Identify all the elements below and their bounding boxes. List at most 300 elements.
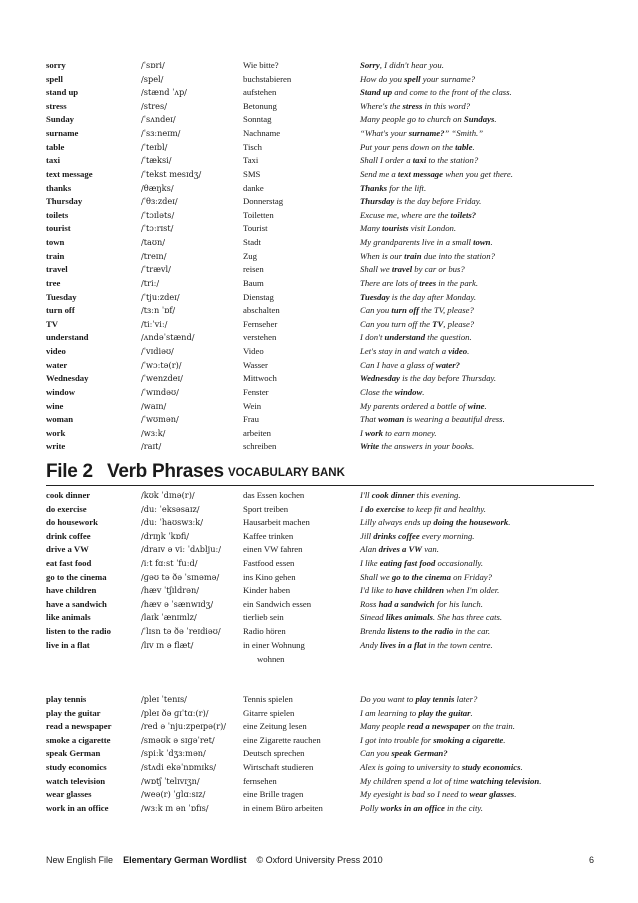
wordlist-row [46, 250, 596, 264]
highlighted-phrase: window [394, 386, 423, 397]
wordlist-row [46, 195, 596, 209]
wordlist-row [46, 386, 596, 400]
example-sentence [360, 761, 523, 775]
german-translation: Dienstag [243, 291, 274, 302]
sentence-text: Alan [360, 544, 379, 555]
wordlist-row [46, 236, 596, 250]
sentence-text: Sinead [360, 612, 386, 623]
example-sentence [360, 788, 516, 802]
example-sentence [360, 182, 426, 196]
sentence-text: Can you turn off the [360, 318, 433, 329]
wordlist-row [46, 182, 596, 196]
example-sentence [360, 113, 497, 127]
example-sentence [360, 250, 495, 264]
highlighted-phrase: doing the housework [433, 517, 509, 528]
sentence-text: My parents ordered a bottle of [360, 400, 468, 411]
example-sentence [360, 304, 474, 318]
highlighted-phrase: text message [397, 168, 444, 179]
example-sentence [360, 530, 474, 544]
sentence-text: on Friday? [450, 571, 493, 582]
wordlist-row [46, 693, 596, 707]
phonetic: /ˈwɪndəʊ/ [141, 386, 179, 397]
highlighted-phrase: smoking a cigarette [433, 734, 504, 745]
sentence-text: . [472, 141, 475, 152]
example-sentence [360, 557, 483, 571]
sentence-text: Polly [360, 802, 381, 813]
wordlist-row [46, 277, 596, 291]
phonetic: /ˈvɪdiəʊ/ [141, 346, 174, 357]
example-sentence [360, 154, 478, 168]
german-translation: Fenster [243, 386, 269, 397]
german-translation: fernsehen [243, 775, 277, 786]
german-translation: Donnerstag [243, 196, 284, 207]
german-translation: Mittwoch [243, 373, 277, 384]
wordlist-row [46, 73, 596, 87]
sentence-text: Can you [360, 748, 392, 759]
sentence-text: . [520, 762, 523, 772]
sentence-text: later? [454, 694, 478, 704]
sentence-text: the answers in your books. [379, 441, 475, 452]
highlighted-phrase: wear glasses [469, 789, 515, 800]
highlighted-phrase: play the guitar [418, 707, 471, 718]
wordlist-row [46, 127, 596, 141]
sentence-text: is the day after Monday. [389, 291, 476, 302]
example-sentence [360, 747, 448, 761]
footer-book-title: New English File [46, 855, 114, 865]
phonetic: /ˈlɪsn tə ðə ˈreɪdiəʊ/ [141, 626, 221, 636]
wordlist-row [46, 543, 596, 557]
german-translation: Hausarbeit machen [243, 517, 310, 528]
highlighted-phrase: drives a VW [378, 544, 423, 555]
word: cook dinner [46, 490, 91, 500]
example-sentence [360, 427, 437, 441]
phonetic: /wɒtʃ ˈtelɪvɪʒn/ [141, 775, 200, 786]
word: train [46, 250, 65, 261]
highlighted-phrase: TV [432, 318, 444, 329]
highlighted-phrase: turn off [391, 305, 419, 316]
sentence-text: occasionally. [435, 558, 484, 568]
phonetic: /ˈtekst mesɪdʒ/ [141, 168, 202, 179]
highlighted-phrase: video [448, 346, 468, 357]
example-sentence [360, 291, 476, 305]
sentence-text: . [470, 707, 473, 718]
highlighted-phrase: works in an office [380, 802, 445, 813]
word: toilets [46, 209, 69, 220]
sentence-text: My children spend a lot of time [360, 775, 471, 786]
example-sentence [360, 195, 481, 209]
word: taxi [46, 155, 60, 166]
word: Tuesday [46, 291, 77, 302]
example-sentence [360, 209, 476, 223]
german-translation: reisen [243, 264, 264, 275]
word: surname [46, 128, 79, 139]
sentence-text: I'll [360, 490, 372, 500]
word: do exercise [46, 503, 87, 514]
sentence-text: . [503, 734, 506, 745]
sentence-text: Many people [360, 721, 408, 732]
sentence-text: Alex is going to university to [360, 762, 462, 772]
sentence-text: There are lots of [360, 277, 420, 288]
phonetic: /wɜːk ɪn ən ˈɒfɪs/ [141, 802, 209, 813]
german-translation [243, 639, 305, 666]
sentence-text: Can I have a glass of [360, 359, 436, 370]
phonetic: /ˈtjuːzdeɪ/ [141, 291, 180, 302]
word: stress [46, 100, 67, 111]
phonetic: /triː/ [141, 277, 160, 288]
word: go to the cinema [46, 571, 107, 582]
word: Sunday [46, 114, 75, 125]
highlighted-phrase: go to the cinema [391, 571, 451, 582]
example-sentence [360, 222, 456, 236]
sentence-text: in the park. [436, 277, 479, 288]
phonetic: /ʌndəˈstænd/ [141, 332, 195, 343]
phonetic: /treɪn/ [141, 250, 167, 261]
highlighted-phrase: listens to the radio [387, 626, 454, 636]
phonetic: /draɪv ə viː ˈdʌbljuː/ [141, 544, 222, 555]
highlighted-phrase: Sundays [463, 114, 495, 125]
highlighted-phrase: Tuesday [360, 291, 390, 302]
wordlist-row [46, 530, 596, 544]
phonetic: /ˈtɔːrɪst/ [141, 223, 174, 234]
word: town [46, 237, 65, 248]
highlighted-phrase: cook dinner [371, 490, 415, 500]
phonetic: /waɪn/ [141, 400, 167, 411]
phonetic: /ˈtæksi/ [141, 155, 172, 166]
sentence-text: this evening. [414, 490, 461, 500]
sentence-text: . [539, 775, 542, 786]
example-sentence [360, 127, 483, 141]
phonetic: /pleɪ ˈtenɪs/ [141, 694, 187, 704]
sentence-text: ” “Smith.” [444, 128, 484, 139]
word: water [46, 359, 68, 370]
highlighted-phrase: drinks coffee [373, 530, 420, 541]
wordlist-row [46, 761, 596, 775]
sentence-text: I don't [360, 332, 385, 343]
highlighted-phrase: speak German? [391, 748, 448, 759]
wordlist-row [46, 427, 596, 441]
german-translation: danke [243, 182, 264, 193]
wordlist-row [46, 113, 596, 127]
sentence-text: . [494, 114, 497, 125]
german-translation: Radio hören [243, 626, 286, 636]
word: stand up [46, 87, 79, 98]
highlighted-phrase: train [404, 250, 422, 261]
word: eat fast food [46, 558, 92, 568]
phonetic: /red ə ˈnjuːzpeɪpə(r)/ [141, 721, 227, 732]
example-sentence [360, 345, 469, 359]
german-translation: aufstehen [243, 87, 277, 98]
example-sentence [360, 720, 515, 734]
german-translation: in einem Büro arbeiten [243, 802, 323, 813]
word: drink coffee [46, 530, 91, 541]
highlighted-phrase: Sorry [360, 60, 380, 70]
example-sentence [360, 503, 486, 517]
wordlist-row [46, 86, 596, 100]
wordlist-row [46, 489, 596, 503]
highlighted-phrase: Thanks [360, 182, 388, 193]
word: drive a VW [46, 544, 89, 555]
sentence-text: . [484, 400, 487, 411]
example-sentence [360, 598, 483, 612]
wordlist-row [46, 154, 596, 168]
phonetic: /stænd ˈʌp/ [141, 87, 187, 98]
german-translation: Wie bitte? [243, 60, 279, 70]
sentence-text: Excuse me, where are the [360, 209, 451, 220]
page-number: 6 [588, 855, 594, 865]
sentence-text: is the day before Friday. [394, 196, 482, 207]
phonetic: /hæv ˈtʃɪldrən/ [141, 585, 199, 596]
word: Thursday [46, 196, 83, 207]
german-translation: ein Sandwich essen [243, 598, 312, 609]
german-translation: Zug [243, 250, 257, 261]
phonetic: /taʊn/ [141, 237, 166, 248]
phonetic: /sməʊk ə sɪɡəˈret/ [141, 734, 215, 745]
word: write [46, 441, 66, 452]
wordlist-row [46, 516, 596, 530]
wordlist-row [46, 584, 596, 598]
wordlist-row [46, 720, 596, 734]
sentence-text: I [360, 427, 366, 438]
word: like animals [46, 612, 91, 623]
example-sentence [360, 775, 541, 789]
sentence-text: . [467, 346, 470, 357]
word: have a sandwich [46, 598, 107, 609]
page-footer [46, 853, 594, 867]
sentence-text: due into the station? [421, 250, 495, 261]
example-sentence [360, 400, 487, 414]
example-sentence [360, 543, 439, 557]
highlighted-phrase: spell [404, 73, 421, 84]
sentence-text: in the car. [453, 626, 491, 636]
sentence-text: Can you [360, 305, 392, 316]
german-translation: arbeiten [243, 427, 271, 438]
highlighted-phrase: lives in a flat [380, 640, 427, 650]
german-translation: Betonung [243, 100, 277, 111]
german-translation: eine Brille tragen [243, 789, 304, 800]
sentence-text: in this word? [422, 100, 471, 111]
highlighted-phrase: likes animals [385, 612, 433, 623]
sentence-text: Jill [360, 530, 374, 541]
phonetic: /ˈwʊmən/ [141, 414, 179, 425]
sentence-text: When is our [360, 250, 405, 261]
phonetic: /ˈsɒri/ [141, 60, 165, 70]
german-translation: Baum [243, 277, 264, 288]
phonetic: /ˈtrævl/ [141, 264, 171, 275]
word: video [46, 346, 66, 357]
word: study economics [46, 762, 107, 772]
word: text message [46, 168, 93, 179]
wordlist-row [46, 788, 596, 802]
sentence-text: How do you [360, 73, 405, 84]
sentence-text: . [422, 386, 425, 397]
sentence-text: Shall we [360, 264, 392, 275]
wordlist-row [46, 598, 596, 612]
phonetic: /raɪt/ [141, 441, 162, 452]
german-translation: einen VW fahren [243, 544, 303, 555]
sentence-text: That [360, 414, 379, 425]
example-sentence [360, 59, 444, 73]
example-sentence [360, 611, 502, 625]
phonetic: /stres/ [141, 100, 167, 111]
phonetic: /pleɪ ðə ɡɪˈtɑː(r)/ [141, 707, 209, 718]
phonetic: /ˈsɜːneɪm/ [141, 128, 181, 139]
sentence-text: My grandparents live in a small [360, 237, 474, 248]
german-translation: Toiletten [243, 209, 274, 220]
highlighted-phrase: understand [384, 332, 426, 343]
sentence-text: Ross [360, 598, 379, 609]
word: work in an office [46, 802, 109, 813]
example-sentence [360, 100, 470, 114]
wordlist-row [46, 734, 596, 748]
example-sentence [360, 359, 460, 373]
word: tourist [46, 223, 71, 234]
sentence-text: . [490, 237, 493, 248]
sentence-text: the question. [425, 332, 472, 343]
example-sentence [360, 734, 505, 748]
example-sentence [360, 86, 512, 100]
german-translation: Tourist [243, 223, 268, 234]
sentence-text: I [360, 503, 366, 514]
example-sentence [360, 707, 473, 721]
highlighted-phrase: table [455, 141, 473, 152]
highlighted-phrase: Stand up [360, 87, 393, 98]
phonetic: /duː ˈeksəsaɪz/ [141, 503, 200, 514]
highlighted-phrase: wine [467, 400, 485, 411]
phonetic: /laɪk ˈænɪmlz/ [141, 612, 197, 623]
sentence-text: Shall we [360, 571, 392, 582]
sentence-text: Many people go to church on [360, 114, 464, 125]
sentence-text: every morning. [419, 530, 475, 541]
word: work [46, 427, 66, 438]
german-translation: Sonntag [243, 114, 272, 125]
highlighted-phrase: surname? [408, 128, 445, 139]
sentence-text: the TV, please? [418, 305, 474, 316]
german-translation: tierlieb sein [243, 612, 284, 623]
highlighted-phrase: toilets? [450, 209, 477, 220]
phonetic: /tiːˈviː/ [141, 318, 168, 329]
wordlist-row [46, 503, 596, 517]
wordlist-row [46, 372, 596, 386]
sentence-text: “What's your [360, 128, 409, 139]
sentence-text: Many [360, 223, 382, 234]
wordlist-row [46, 611, 596, 625]
example-sentence [360, 236, 493, 250]
word: smoke a cigarette [46, 734, 111, 745]
example-sentence [360, 440, 474, 454]
german-translation: Stadt [243, 237, 261, 248]
highlighted-phrase: Write [360, 441, 380, 452]
sentence-text: Brenda [360, 626, 388, 636]
word: table [46, 141, 65, 152]
word: tree [46, 277, 61, 288]
section-title: Verb Phrases [107, 461, 224, 482]
sentence-text: Do you want to [360, 694, 416, 704]
phonetic: /ˈtɔɪləts/ [141, 209, 175, 220]
phonetic: /stʌdi ekəˈnɒmɪks/ [141, 762, 217, 772]
german-translation: Wein [243, 400, 262, 411]
word: turn off [46, 305, 75, 316]
sentence-text: to the station? [426, 155, 479, 166]
wordlist-row [46, 359, 596, 373]
word: wear glasses [46, 789, 92, 800]
highlighted-phrase: stress [402, 100, 423, 111]
german-translation: Tisch [243, 141, 262, 152]
german-translation: Wasser [243, 359, 268, 370]
word: play the guitar [46, 707, 101, 718]
word: have children [46, 585, 97, 596]
sentence-text: and come to the front of the class. [392, 87, 512, 98]
highlighted-phrase: study economics [461, 762, 521, 772]
word: live in a flat [46, 640, 90, 650]
word: Wednesday [46, 373, 89, 384]
phonetic: /spiːk ˈdʒɜːmən/ [141, 748, 206, 759]
sentence-text: is the day before Thursday. [399, 373, 497, 384]
sentence-text: Let's stay in and watch a [360, 346, 449, 357]
german-translation: Kinder haben [243, 585, 291, 596]
sentence-text: in the town centre. [426, 640, 493, 650]
wordlist-row [46, 775, 596, 789]
word: speak German [46, 748, 101, 759]
sentence-text: I am learning to [360, 707, 419, 718]
sentence-text: Close the [360, 386, 395, 397]
wordlist-row [46, 168, 596, 182]
highlighted-phrase: Wednesday [360, 373, 400, 384]
example-sentence [360, 516, 510, 530]
word: do housework [46, 517, 98, 528]
sentence-text: I'd like to [360, 585, 395, 596]
phonetic: /ˈθɜːzdeɪ/ [141, 196, 178, 207]
sentence-text: I got into trouble for [360, 734, 434, 745]
highlighted-phrase: eating fast food [379, 558, 436, 568]
example-sentence [360, 168, 513, 182]
wordlist-row [46, 747, 596, 761]
german-translation: SMS [243, 168, 261, 179]
wordlist-row [46, 291, 596, 305]
wordlist-row [46, 222, 596, 236]
german-translation: Video [243, 346, 264, 357]
sentence-text: when I'm older. [443, 585, 500, 596]
highlighted-phrase: had a sandwich [378, 598, 435, 609]
highlighted-phrase: travel [391, 264, 413, 275]
phonetic: /wɜːk/ [141, 427, 166, 438]
phonetic: /hæv ə ˈsænwɪdʒ/ [141, 598, 214, 609]
phonetic: /ɡəʊ tə ðə ˈsɪnəmə/ [141, 571, 220, 582]
german-line: in einer Wohnung [243, 640, 305, 650]
sentence-text: for the lift. [387, 182, 427, 193]
sentence-text: for his lunch. [434, 598, 483, 609]
example-sentence [360, 802, 483, 816]
wordlist-row [46, 639, 596, 665]
sentence-text: visit London. [408, 223, 457, 234]
german-translation: Wirtschaft studieren [243, 762, 314, 772]
sentence-text: your surname? [420, 73, 476, 84]
word: read a newspaper [46, 721, 112, 732]
phonetic: /weə(r) ˈɡlɑːsɪz/ [141, 789, 206, 800]
wordlist-row [46, 304, 596, 318]
sentence-text: . [508, 517, 511, 528]
highlighted-phrase: Thursday [360, 196, 395, 207]
highlighted-phrase: have children [394, 585, 444, 596]
file-number: File 2 [46, 461, 93, 482]
sentence-text: Shall I order a [360, 155, 413, 166]
highlighted-phrase: do exercise [365, 503, 405, 514]
example-sentence [360, 571, 492, 585]
phonetic: /duː ˈhaʊswɜːk/ [141, 517, 203, 528]
example-sentence [360, 639, 493, 653]
wordlist-row [46, 413, 596, 427]
german-translation: Tennis spielen [243, 694, 293, 704]
sentence-text: . She has three cats. [432, 612, 503, 623]
